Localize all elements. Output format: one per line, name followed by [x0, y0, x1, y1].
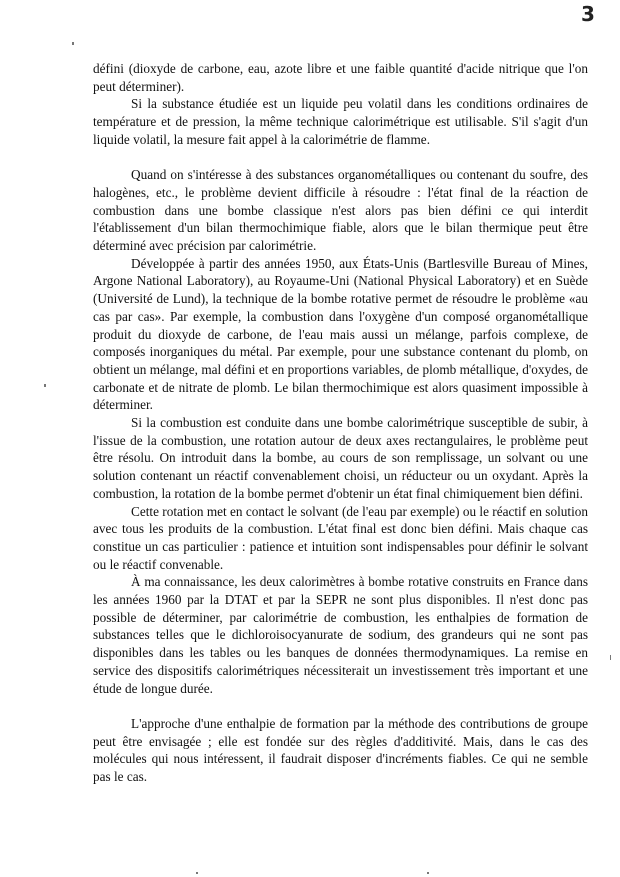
paragraph-group-contributions: L'approche d'une enthalpie de formation par la méthode des contributions de groupe peut être envisagée ; elle est fondée sur des règles d'additivité. Mais, dans le cas des molécules qui nous intéressent, il faudrait disposer d'incréments fiables. Ce qui ne semble pas le cas.	[93, 715, 588, 785]
paragraph-liquid-substances: Si la substance étudiée est un liquide peu volatil dans les conditions ordinaires de température et de pression, la même technique calorimétrique est utilisable. S'il s'agit d'un liquide volatil, la mesure fait appel à la calorimétrie de flamme.	[93, 96, 588, 147]
paragraph-rotation-solution: Si la combustion est conduite dans une bombe calorimétrique susceptible de subir, à l'issue de la combustion, une rotation autour de deux axes rectangulaires, le problème peut être résolu. On introduit dans la bombe, au cours de son remplissage, un solvant ou une solution contenant un réactif convenablement choisi, un réducteur ou un oxydant. Après la combustion, la rotation de la bombe permet d'obtenir un état final chimiquement bien défini.	[93, 415, 588, 501]
scan-speck	[427, 872, 429, 874]
page-number: 3	[581, 2, 595, 26]
scan-speck	[196, 872, 198, 874]
scan-speck	[72, 42, 74, 45]
paragraph-organometallic-problem: Quand on s'intéresse à des substances organométalliques ou contenant du soufre, des halogènes, etc., le problème devient difficile à résoudre : l'état final de la réaction de combustion dans une bombe classique n'est alors pas bien défini ce qui interdit l'établissement d'un bilan thermochimique fiable, alors que le bilan thermique peut être déterminé avec précision par calorimétrie.	[93, 167, 588, 254]
paragraph-combustion-products: défini (dioxyde de carbone, eau, azote libre et une faible quantité d'acide nitrique que l'on peut déterminer).	[93, 61, 588, 94]
document-body	[93, 60, 588, 786]
scan-speck	[610, 655, 611, 660]
paragraph-solvent-contact: Cette rotation met en contact le solvant (de l'eau par exemple) ou le réactif en solution avec tous les produits de la combustion. L'état final est donc bien défini. Mais chaque cas constitue un cas particulier : patience et intuition sont indispensables pour définir le solvant ou le réactif convenable.	[93, 503, 588, 572]
scan-speck	[44, 384, 46, 387]
paragraph-rotating-bomb-history: Développée à partir des années 1950, aux États-Unis (Bartlesville Bureau of Mines, Argone National Laboratory), au Royaume-Uni (National Physical Laboratory) et en Suède (Université de Lund), la technique de la bombe rotative permet de résoudre le problème «au cas par cas». Par exemple, la combustion dans l'oxygène d'un composé organométallique produit du dioxyde de carbone, de l'eau mais aussi un mélange, parfois complexe, de composés inorganiques du métal. Par exemple, pour une substance contenant du plomb, on obtient un mélange, mal défini et en proportions variables, de plomb métallique, d'oxydes, de carbonate et de nitrate de plomb. Le bilan thermochimique est alors quasiment impossible à déterminer.	[93, 255, 588, 413]
paragraph-availability: À ma connaissance, les deux calorimètres à bombe rotative construits en France dans les années 1960 par la DTAT et par la SEPR ne sont plus disponibles. Il n'est donc pas possible de déterminer, par calorimétrie de combustion, les enthalpies de formation de substances telles que le dichloroisocyanurate de sodium, des grandeurs qui ne sont pas disponibles dans les tables ou les banques de données thermodynamiques. La remise en service des dispositifs calorimétriques nécessiterait un investissement très important et une étude de longue durée.	[93, 574, 588, 696]
